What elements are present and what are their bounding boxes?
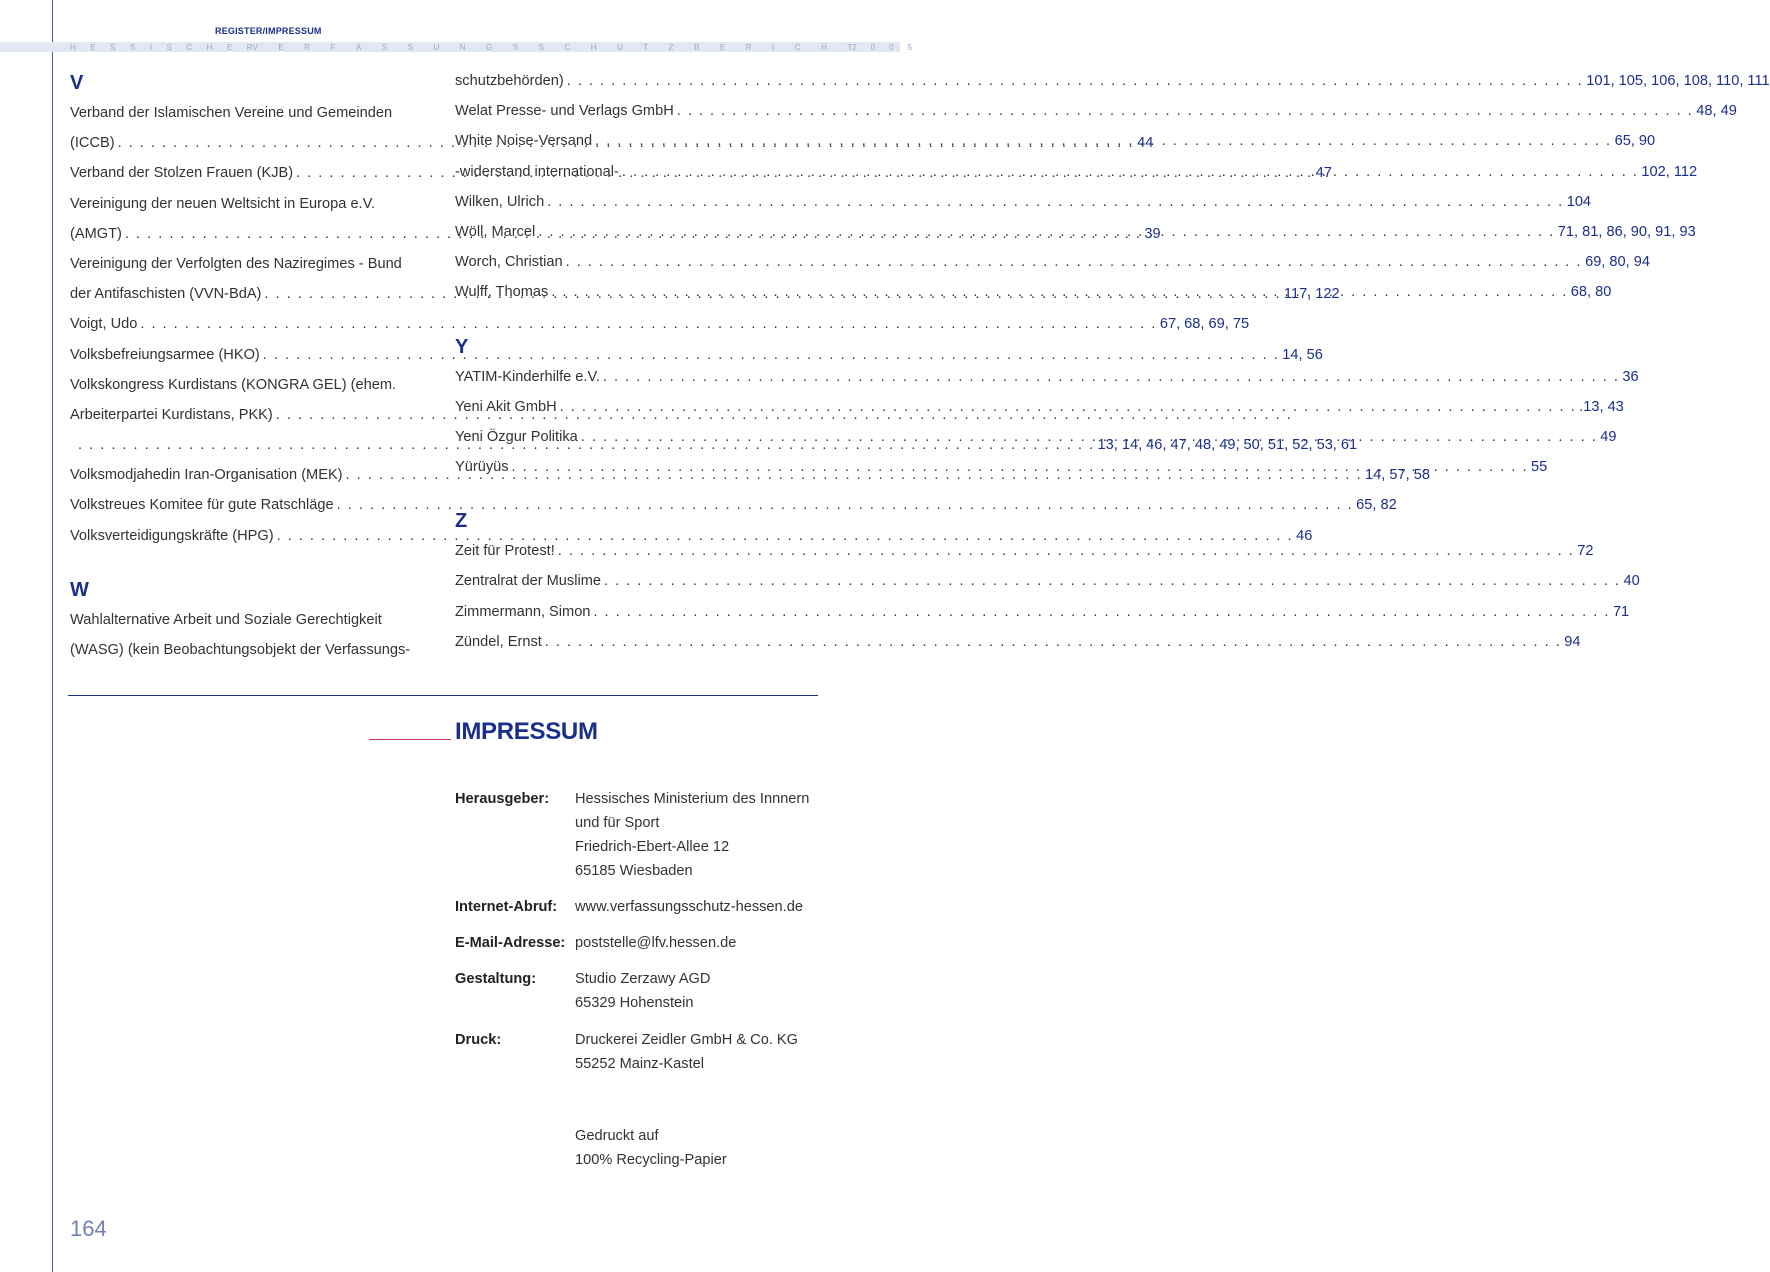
leader-dots	[542, 627, 1565, 657]
section-divider	[68, 695, 818, 696]
index-letter: Y	[455, 335, 469, 358]
impressum-value-line: 65185 Wiesbaden	[575, 863, 693, 879]
index-page-refs: 44	[1137, 135, 1154, 152]
index-entry-text: (WASG) (kein Beobachtungsobjekt der Verfassungs-	[70, 642, 411, 658]
index-entry-text: Vereinigung der Verfolgten des Naziregimes - Bund	[70, 255, 402, 272]
impressum-value	[575, 967, 710, 1015]
index-page-refs: 49	[1600, 428, 1617, 445]
index-entry-label: (ICCB)	[70, 135, 115, 152]
impressum-value-line: 100% Recycling-Papier	[575, 1152, 727, 1168]
index-entry	[70, 490, 1397, 520]
leader-dots	[590, 597, 1613, 627]
index-entry-label: Zündel, Ernst	[455, 633, 542, 650]
index-entry-label: Zeit für Protest!	[455, 543, 555, 560]
index-page-refs: 117, 122	[1283, 286, 1340, 303]
impressum-label: E-Mail-Adresse:	[455, 935, 566, 951]
index-entry	[70, 309, 1250, 339]
leader-dots	[600, 362, 1623, 392]
index-page-refs: 101, 105, 106, 108, 110, 111	[1586, 73, 1770, 89]
leader-dots	[555, 536, 1578, 566]
index-entry-label: Voigt, Udo	[70, 316, 138, 333]
index-page-refs: 65, 82	[1356, 497, 1397, 514]
index-letter: W	[70, 578, 89, 601]
index-entry-label: Volksmodjahedin Iran-Organisation (MEK)	[70, 467, 343, 484]
index-letter: Z	[455, 510, 468, 533]
index-letter: V	[70, 72, 84, 94]
leader-dots	[509, 452, 1532, 482]
index-page-refs: 65, 90	[1614, 133, 1656, 150]
running-title-word: 2 0 0 5	[852, 42, 913, 52]
index-page-refs: 55	[1531, 459, 1548, 476]
index-entry-label: Yürüyüs	[455, 459, 509, 476]
index-entry	[455, 597, 1630, 627]
impressum-label: Internet-Abruf:	[455, 899, 558, 915]
index-entry-text: Wahlalternative Arbeit und Soziale Gerechtigkeit	[70, 611, 382, 628]
index-entry	[455, 96, 1737, 126]
index-page-refs: .13, 43	[1579, 398, 1624, 415]
index-entry-label: Worch, Christian	[455, 254, 563, 271]
index-entry-label: Zimmermann, Simon	[455, 603, 591, 620]
index-entry-label: (AMGT)	[70, 225, 122, 242]
index-entry-label: Volksverteidigungskräfte (HPG)	[70, 527, 274, 544]
index-entry-label: White Noise-Versand	[455, 133, 593, 150]
index-page-refs: 94	[1564, 633, 1581, 650]
section-label: REGISTER/IMPRESSUM	[215, 26, 322, 36]
leader-dots	[601, 566, 1624, 596]
impressum-value-line: Gedruckt auf	[575, 1128, 659, 1144]
impressum-label: Gestaltung:	[455, 971, 537, 987]
index-entry	[70, 400, 430, 430]
index-page-refs: 46	[1296, 527, 1313, 544]
index-page-refs: 47	[1315, 165, 1332, 182]
index-page-refs: 39	[1144, 225, 1161, 242]
impressum-value	[575, 787, 809, 883]
index-page-refs: 14, 56	[1282, 346, 1323, 363]
index-entry	[455, 392, 1624, 422]
index-entry-label: schutzbehörden)	[455, 73, 564, 89]
index-entry-text: Verband der Islamischen Vereine und Gemeinden	[70, 105, 393, 121]
index-entry	[455, 536, 1594, 566]
index-entry-text: Vereinigung der neuen Weltsicht in Europa e.V.	[70, 195, 376, 212]
index-page-refs: 67, 68, 69, 75	[1159, 316, 1250, 333]
index-entry	[70, 521, 1313, 551]
impressum-value-line: Studio Zerzawy AGD	[575, 971, 711, 987]
impressum-value-line: 55252 Mainz-Kastel	[575, 1056, 704, 1072]
impressum-value	[575, 895, 803, 919]
index-entry-label: Yeni Özgur Politika	[455, 428, 578, 445]
impressum-value-line: www.verfassungsschutz-hessen.de	[575, 899, 803, 915]
index-entry-label: Yeni Akit GmbH	[455, 398, 557, 415]
index-page-refs: 13, 14, 46, 47, 48, 49, 50, 51, 52, 53, 61	[1097, 437, 1358, 454]
leader-dots	[548, 277, 1571, 307]
leader-dots	[564, 66, 1587, 96]
index-entry	[455, 66, 1770, 96]
impressum-accent-line	[369, 739, 451, 740]
impressum-value	[575, 931, 736, 955]
index-entry-label: Welat Presse- und Verlags GmbH	[455, 103, 674, 120]
index-page-refs: 104	[1566, 193, 1592, 210]
impressum-value-line: poststelle@lfv.hessen.de	[575, 935, 737, 951]
running-title-word: V E R F A S S U N G S S C H U T Z B E R I C H T	[252, 42, 853, 52]
index-page-refs: 14, 57, 58	[1365, 467, 1430, 484]
leader-dots	[592, 126, 1615, 156]
index-entry	[455, 566, 1640, 596]
index-entry-label: Volkstreues Komitee für gute Ratschläge	[70, 497, 334, 514]
index-entry-label: Volksbefreiungsarmee (HKO)	[70, 346, 260, 363]
index-entry-text: Volkskongress Kurdistans (KONGRA GEL) (ehem.	[70, 376, 397, 393]
impressum-value-line: und für Sport	[575, 815, 660, 831]
leader-dots	[557, 392, 1580, 422]
page-number: 164	[70, 1216, 107, 1241]
impressum-label: Herausgeber:	[455, 791, 550, 807]
index-entry	[455, 362, 1639, 392]
running-title-word: H E S S I S C H E R	[70, 42, 253, 52]
index-entry-label: Verband der Stolzen Frauen (KJB)	[70, 165, 294, 182]
leader-dots	[578, 422, 1601, 452]
index-page-refs: 102, 112	[1641, 163, 1698, 180]
index-entry	[70, 340, 1323, 370]
impressum-title: IMPRESSUM	[455, 718, 598, 745]
impressum-value-line: 65329 Hohenstein	[575, 995, 694, 1011]
index-entry-label: Wulff, Thomas	[455, 284, 549, 301]
index-entry-label: Wöll, Marcel	[455, 223, 536, 240]
index-entry-label: YATIM-Kinderhilfe e.V.	[455, 368, 600, 385]
impressum-value-line: Druckerei Zeidler GmbH & Co. KG	[575, 1032, 799, 1048]
index-entry	[455, 627, 1581, 657]
index-page-refs: 40	[1623, 573, 1640, 590]
leader-dots	[619, 157, 1642, 187]
index-entry-label: der Antifaschisten (VVN-BdA)	[70, 286, 262, 303]
index-page-refs: 36	[1622, 368, 1639, 385]
impressum-value-line: Friedrich-Ebert-Allee 12	[575, 839, 730, 855]
index-page-refs: 68, 80	[1570, 284, 1612, 301]
index-entry-label: Zentralrat der Muslime	[455, 573, 601, 590]
index-page-refs: 71, 81, 86, 90, 91, 93	[1557, 223, 1696, 240]
index-page-refs: 48, 49	[1696, 103, 1737, 120]
margin-rule	[52, 0, 53, 1272]
impressum-value	[575, 1124, 727, 1172]
index-page-refs: 72	[1577, 543, 1594, 560]
index-entry-label: Arbeiterpartei Kurdistans, PKK)	[70, 406, 273, 423]
impressum-value-line: Hessisches Ministerium des Innnern	[575, 791, 810, 807]
leader-dots	[535, 217, 1558, 247]
index-entry-label: -widerstand international-	[455, 163, 619, 180]
impressum-label: Druck:	[455, 1032, 502, 1048]
impressum-value	[575, 1028, 798, 1076]
leader-dots	[563, 247, 1586, 277]
index-entry-label: Wilken, Ulrich	[455, 193, 545, 210]
index-page-refs: 71	[1612, 603, 1630, 620]
running-title	[70, 42, 913, 52]
index-entry	[455, 187, 1592, 217]
leader-dots	[544, 187, 1567, 217]
index-entry	[455, 247, 1651, 277]
index-page-refs: 69, 80, 94	[1585, 254, 1651, 271]
leader-dots	[674, 96, 1697, 126]
